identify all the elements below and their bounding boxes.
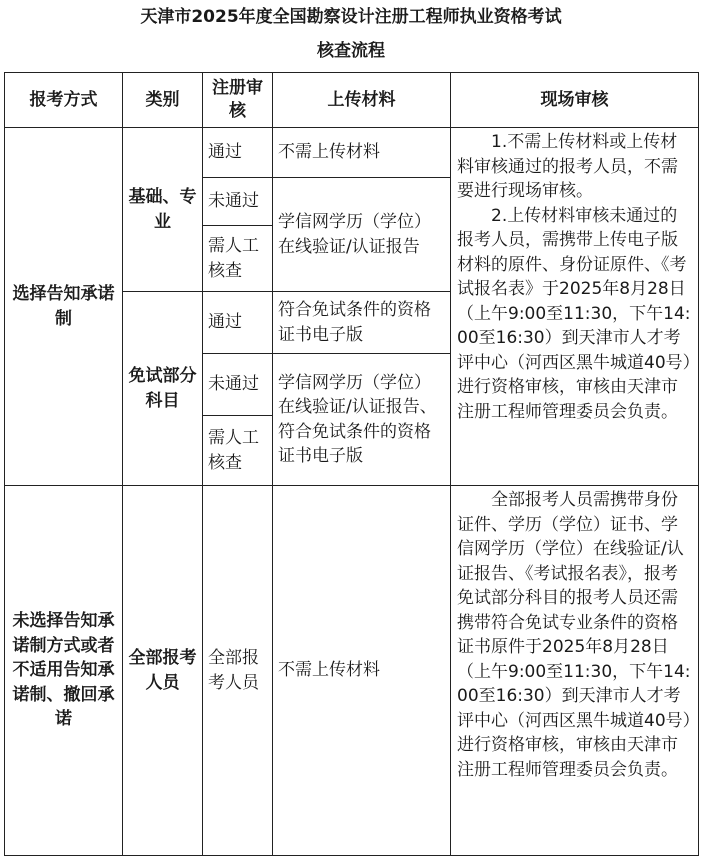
method-commitment: 选择告知承诺制: [5, 128, 123, 486]
header-category: 类别: [123, 73, 203, 128]
review-cell: 全部报考人员: [203, 486, 273, 856]
category-basic: 基础、专业: [123, 128, 203, 292]
review-cell: 需人工核查: [203, 226, 273, 292]
method-no-commitment: 未选择告知承诺制方式或者不适用告知承诺制、撤回承诺: [5, 486, 123, 856]
upload-cell: 不需上传材料: [273, 128, 451, 178]
upload-cell: 符合免试条件的资格证书电子版: [273, 292, 451, 354]
table-row: [5, 128, 699, 178]
category-exempt: 免试部分科目: [123, 292, 203, 486]
review-process-table: [4, 72, 699, 856]
header-onsite-review: 现场审核: [451, 73, 699, 128]
category-all: 全部报考人员: [123, 486, 203, 856]
onsite-review-note-2: [451, 486, 699, 856]
header-upload-materials: 上传材料: [273, 73, 451, 128]
document-title: 天津市2025年度全国勘察设计注册工程师执业资格考试: [140, 7, 562, 27]
review-cell: 未通过: [203, 354, 273, 416]
review-cell: 需人工核查: [203, 416, 273, 486]
review-cell: 通过: [203, 128, 273, 178]
onsite-paragraph-3: 全部报考人员需携带身份证件、学历（学位）证书、学信网学历（学位）在线验证/认证报告、《考试报名表》，报考免试部分科目的报考人员还需携带符合免试专业条件的资格证书原件于2025年8月28日（上午9:00至11:30，下午14:00至16:30）到天津市人才考评中心（河西区黑牛城道40号）进行资格审核，审核由天津市注册工程师管理委员会负责。: [457, 490, 692, 780]
table-row: [5, 486, 699, 856]
upload-cell: 学信网学历（学位）在线验证/认证报告、符合免试条件的资格证书电子版: [273, 354, 451, 486]
document-subtitle: 核查流程: [317, 41, 385, 61]
review-cell: 未通过: [203, 178, 273, 226]
header-method: 报考方式: [5, 73, 123, 128]
onsite-paragraph-1: 1.不需上传材料或上传材料审核通过的报考人员，不需要进行现场审核。: [457, 132, 678, 201]
onsite-review-note-1: [451, 128, 699, 486]
header-registration-review: 注册审核: [203, 73, 273, 128]
upload-cell: 学信网学历（学位）在线验证/认证报告: [273, 178, 451, 292]
upload-cell: 不需上传材料: [273, 486, 451, 856]
onsite-paragraph-2: 2.上传材料审核未通过的报考人员，需携带上传电子版材料的原件、身份证原件、《考试报名表》于2025年8月28日（上午9:00至11:30，下午14:00至16:30）到天津市人才考评中心（河西区黑牛城道40号）进行资格审核，审核由天津市注册工程师管理委员会负责。: [457, 205, 692, 422]
header-row: [5, 73, 699, 128]
review-cell: 通过: [203, 292, 273, 354]
